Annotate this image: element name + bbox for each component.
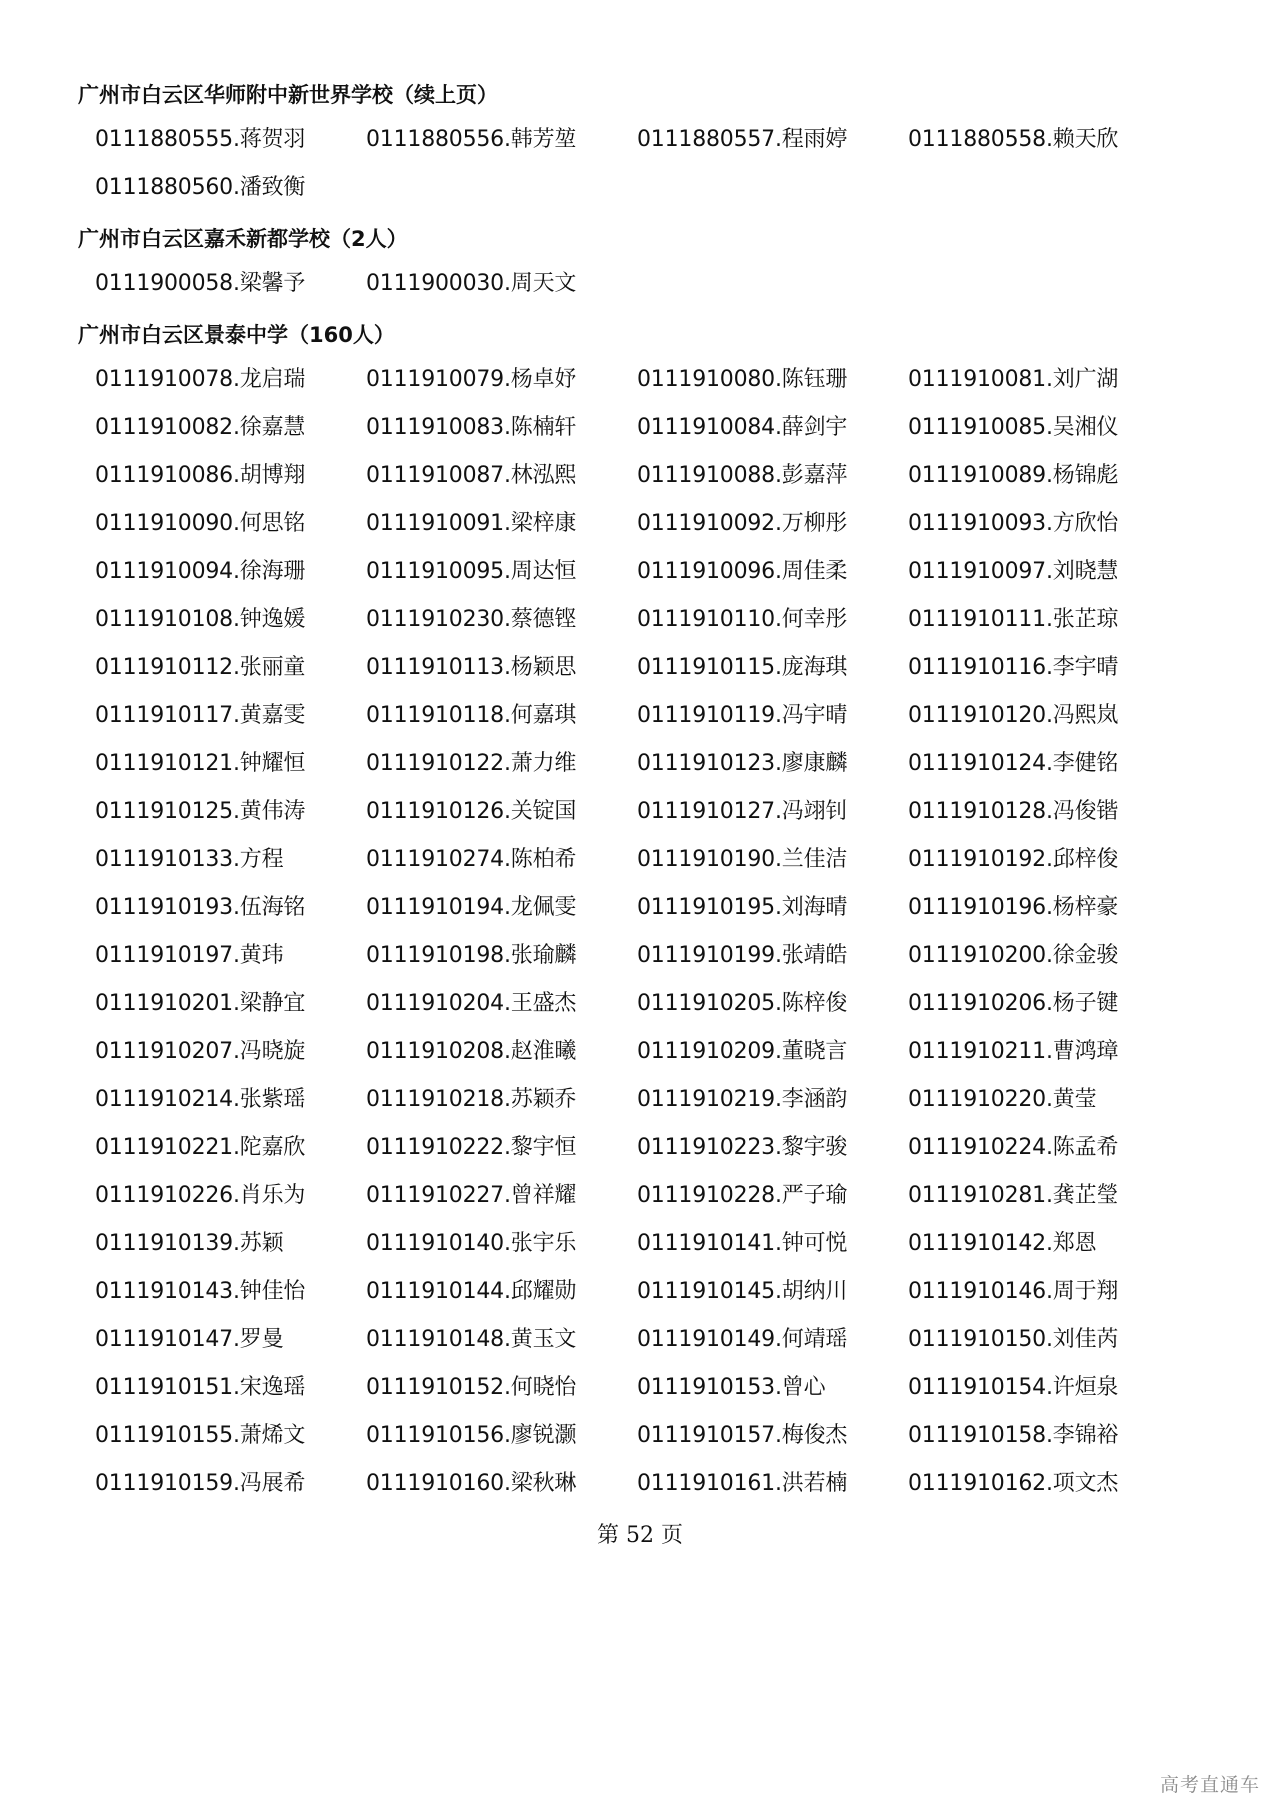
student-entry: 0111910197.黄玮	[95, 943, 284, 968]
student-entry: 0111910222.黎宇恒	[366, 1135, 577, 1160]
student-entry: 0111910108.钟逸媛	[95, 607, 306, 632]
student-entry: 0111880555.蒋贺羽	[95, 127, 306, 152]
school-sections	[78, 80, 1138, 1520]
student-entry: 0111910083.陈楠轩	[366, 415, 577, 440]
student-entry: 0111910097.刘晓慧	[908, 559, 1119, 584]
school-section	[78, 80, 1138, 212]
student-entry: 0111910082.徐嘉慧	[95, 415, 306, 440]
student-entry: 0111910148.黄玉文	[366, 1327, 577, 1352]
school-section	[78, 320, 1138, 1508]
student-entry: 0111910144.邱耀勋	[366, 1279, 577, 1304]
student-entry: 0111910123.廖康麟	[637, 751, 848, 776]
student-entry: 0111910209.董晓言	[637, 1039, 848, 1064]
student-entry: 0111910112.张丽童	[95, 655, 306, 680]
student-entry: 0111910211.曹鸿璋	[908, 1039, 1119, 1064]
student-entry: 0111910084.薛剑宇	[637, 415, 848, 440]
student-entry: 0111910125.黄伟涛	[95, 799, 306, 824]
student-entry: 0111910149.何靖瑶	[637, 1327, 848, 1352]
student-entry: 0111910095.周达恒	[366, 559, 577, 584]
student-entry: 0111910091.梁梓康	[366, 511, 577, 536]
student-entry: 0111910161.洪若楠	[637, 1471, 848, 1496]
student-entry: 0111910214.张紫瑶	[95, 1087, 306, 1112]
student-entry: 0111910194.龙佩雯	[366, 895, 577, 920]
student-entry: 0111910223.黎宇骏	[637, 1135, 848, 1160]
student-entry: 0111910120.冯熙岚	[908, 703, 1119, 728]
student-entry: 0111910155.萧烯文	[95, 1423, 306, 1448]
student-entry: 0111910221.陀嘉欣	[95, 1135, 306, 1160]
student-entry: 0111910151.宋逸瑶	[95, 1375, 306, 1400]
student-entry: 0111910199.张靖皓	[637, 943, 848, 968]
student-entry: 0111910081.刘广湖	[908, 367, 1119, 392]
student-entry: 0111910274.陈柏希	[366, 847, 577, 872]
student-entry: 0111910160.梁秋琳	[366, 1471, 577, 1496]
student-entry: 0111910150.刘佳芮	[908, 1327, 1119, 1352]
student-entry: 0111910078.龙启瑞	[95, 367, 306, 392]
student-entry: 0111910110.何幸彤	[637, 607, 848, 632]
student-entry: 0111910111.张芷琼	[908, 607, 1119, 632]
student-entry: 0111910133.方程	[95, 847, 284, 872]
student-list	[78, 356, 1138, 1508]
student-entry: 0111910190.兰佳洁	[637, 847, 848, 872]
student-entry: 0111910208.赵淮曦	[366, 1039, 577, 1064]
student-entry: 0111910141.钟可悦	[637, 1231, 848, 1256]
student-entry: 0111910096.周佳柔	[637, 559, 848, 584]
student-entry: 0111910205.陈梓俊	[637, 991, 848, 1016]
student-entry: 0111910207.冯晓旋	[95, 1039, 306, 1064]
student-entry: 0111910200.徐金骏	[908, 943, 1119, 968]
student-entry: 0111910156.廖锐灏	[366, 1423, 577, 1448]
student-entry: 0111880556.韩芳堃	[366, 127, 577, 152]
student-entry: 0111910198.张瑜麟	[366, 943, 577, 968]
student-entry: 0111910281.龚芷瑩	[908, 1183, 1119, 1208]
school-title: 广州市白云区景泰中学（160人）	[78, 323, 395, 347]
student-entry: 0111910192.邱梓俊	[908, 847, 1119, 872]
student-entry: 0111910226.肖乐为	[95, 1183, 306, 1208]
student-entry: 0111910090.何思铭	[95, 511, 306, 536]
student-entry: 0111910121.钟耀恒	[95, 751, 306, 776]
student-entry: 0111910087.林泓熙	[366, 463, 577, 488]
student-entry: 0111910218.苏颖乔	[366, 1087, 577, 1112]
student-entry: 0111910086.胡博翔	[95, 463, 306, 488]
student-entry: 0111910196.杨梓豪	[908, 895, 1119, 920]
student-entry: 0111910162.项文杰	[908, 1471, 1119, 1496]
school-section	[78, 224, 1138, 308]
student-entry: 0111910122.萧力维	[366, 751, 577, 776]
student-entry: 0111900058.梁馨予	[95, 271, 306, 296]
student-entry: 0111910115.庞海琪	[637, 655, 848, 680]
student-entry: 0111910124.李健铭	[908, 751, 1119, 776]
page-number: 第 52 页	[597, 1523, 683, 1548]
student-entry: 0111880557.程雨婷	[637, 127, 848, 152]
student-entry: 0111910204.王盛杰	[366, 991, 577, 1016]
student-entry: 0111910139.苏颖	[95, 1231, 284, 1256]
student-entry: 0111910193.伍海铭	[95, 895, 306, 920]
student-entry: 0111910158.李锦裕	[908, 1423, 1119, 1448]
student-entry: 0111910146.周于翔	[908, 1279, 1119, 1304]
student-entry: 0111910142.郑恩	[908, 1231, 1097, 1256]
student-entry: 0111910220.黄莹	[908, 1087, 1097, 1112]
student-entry: 0111880560.潘致衡	[95, 175, 306, 200]
school-title: 广州市白云区嘉禾新都学校（2人）	[78, 227, 408, 251]
student-entry: 0111910119.冯宇晴	[637, 703, 848, 728]
student-list	[78, 260, 1138, 308]
student-entry: 0111910089.杨锦彪	[908, 463, 1119, 488]
school-title: 广州市白云区华师附中新世界学校（续上页）	[78, 83, 498, 107]
student-entry: 0111910145.胡纳川	[637, 1279, 848, 1304]
student-entry: 0111880558.赖天欣	[908, 127, 1119, 152]
student-entry: 0111910127.冯翊钊	[637, 799, 848, 824]
student-entry: 0111910152.何晓怡	[366, 1375, 577, 1400]
student-entry: 0111910140.张宇乐	[366, 1231, 577, 1256]
watermark: 高考直通车	[1159, 1774, 1260, 1796]
student-entry: 0111910201.梁静宜	[95, 991, 306, 1016]
student-entry: 0111910085.吴湘仪	[908, 415, 1119, 440]
student-entry: 0111910118.何嘉琪	[366, 703, 577, 728]
student-entry: 0111910224.陈孟希	[908, 1135, 1119, 1160]
student-entry: 0111910128.冯俊锴	[908, 799, 1119, 824]
student-entry: 0111910094.徐海珊	[95, 559, 306, 584]
student-list	[78, 116, 1138, 212]
student-entry: 0111910157.梅俊杰	[637, 1423, 848, 1448]
student-entry: 0111910079.杨卓妤	[366, 367, 577, 392]
student-entry: 0111910227.曾祥耀	[366, 1183, 577, 1208]
student-entry: 0111900030.周天文	[366, 271, 577, 296]
student-entry: 0111910126.关锭国	[366, 799, 577, 824]
student-entry: 0111910219.李涵韵	[637, 1087, 848, 1112]
student-entry: 0111910093.方欣怡	[908, 511, 1119, 536]
student-entry: 0111910080.陈钰珊	[637, 367, 848, 392]
student-entry: 0111910206.杨子键	[908, 991, 1119, 1016]
student-entry: 0111910117.黄嘉雯	[95, 703, 306, 728]
student-entry: 0111910195.刘海晴	[637, 895, 848, 920]
student-entry: 0111910113.杨颖思	[366, 655, 577, 680]
student-entry: 0111910159.冯展希	[95, 1471, 306, 1496]
student-entry: 0111910153.曾心	[637, 1375, 826, 1400]
student-entry: 0111910143.钟佳怡	[95, 1279, 306, 1304]
student-entry: 0111910147.罗曼	[95, 1327, 284, 1352]
student-entry: 0111910116.李宇晴	[908, 655, 1119, 680]
student-entry: 0111910154.许烜泉	[908, 1375, 1119, 1400]
student-entry: 0111910092.万柳彤	[637, 511, 848, 536]
student-entry: 0111910230.蔡德铿	[366, 607, 577, 632]
student-entry: 0111910088.彭嘉萍	[637, 463, 848, 488]
student-entry: 0111910228.严子瑜	[637, 1183, 848, 1208]
